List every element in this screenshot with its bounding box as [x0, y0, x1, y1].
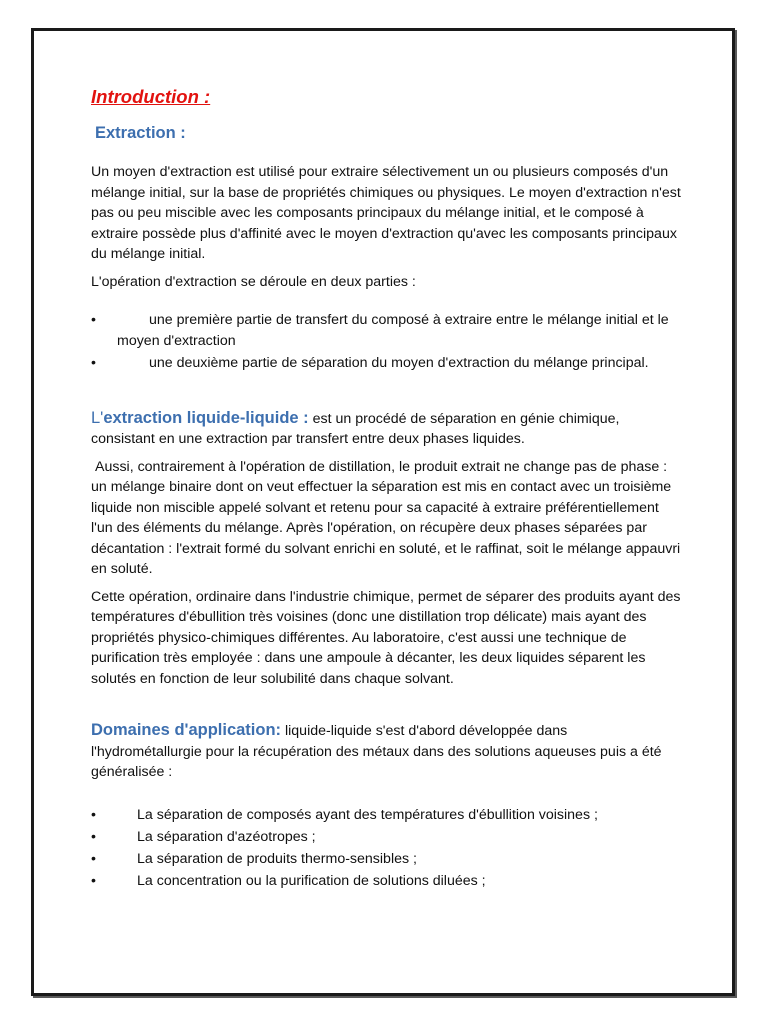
domaines-paragraph [91, 720, 681, 783]
extraction-steps-list [91, 310, 681, 374]
list-item-text: La séparation d'azéotropes ; [137, 828, 316, 845]
bullet-icon: • [91, 828, 96, 845]
bullet-icon: • [91, 355, 96, 371]
list-item [91, 804, 681, 826]
list-item [91, 848, 681, 870]
list-item [91, 310, 681, 351]
introduction-title: Introduction : [91, 86, 211, 107]
bullet-icon: • [91, 312, 96, 328]
list-item-text: La séparation de composés ayant des températures d'ébullition voisines ; [137, 806, 598, 823]
list-item [91, 826, 681, 848]
extraction-heading: Extraction : [95, 124, 186, 142]
liquide-liquide-paragraph [91, 408, 681, 450]
list-item [91, 870, 681, 892]
list-item-text: La séparation de produits thermo-sensibles ; [137, 850, 417, 867]
document-body [91, 86, 681, 892]
list-item-text: une deuxième partie de séparation du moyen d'extraction du mélange principal. [149, 355, 649, 371]
liquide-prefix: L' [91, 408, 104, 427]
domaines-text: liquide-liquide s'est d'abord développée dans l'hydrométallurgie pour la récupération des métaux dans des solutions aqueuses puis a été généralisée : [91, 723, 662, 780]
liquide-paragraph-3: Cette opération, ordinaire dans l'industrie chimique, permet de séparer des produits ayant des températures d'ébullition très voisines (donc une distillation trop délicate) mais ayant des propriétés physico-chimiques différentes. Au laboratoire, c'est aussi une technique de purification très employée : dans une ampoule à décanter, les deux liquides séparent les solutés en fonction de leur solubilité dans chaque solvant. [91, 588, 681, 687]
bullet-icon: • [91, 850, 96, 867]
extraction-paragraph-2: L'opération d'extraction se déroule en deux parties : [91, 273, 416, 290]
liquide-liquide-heading: extraction liquide-liquide : [103, 408, 309, 427]
list-item-text: une première partie de transfert du composé à extraire entre le mélange initial et le moyen d'extraction [117, 312, 669, 349]
liquide-liquide-text: est un procédé de séparation en génie chimique, consistant en une extraction par transfert entre deux phases liquides. [91, 410, 620, 447]
list-item [91, 353, 681, 374]
extraction-paragraph-1: Un moyen d'extraction est utilisé pour extraire sélectivement un ou plusieurs composés d'un mélange initial, sur la base de propriétés chimiques ou physiques. Le moyen d'extraction n'est pas ou peu miscible avec les composants principaux du mélange initial, et le composé à extraire possède plus d'affinité avec le moyen d'extraction qu'avec les composants principaux du mélange initial. [91, 164, 681, 262]
liquide-paragraph-2: Aussi, contrairement à l'opération de distillation, le produit extrait ne change pas de phase : un mélange binaire dont on veut effectuer la séparation est mis en contact avec un troisième liquide non miscible appelé solvant et retenu pour sa capacité à extraire préférentiellement l'un des éléments du mélange. Après l'opération, on récupère deux phases séparées par décantation : l'extrait formé du solvant enrichi en soluté, et le raffinat, soit le mélange appauvri en soluté. [91, 458, 681, 577]
bullet-icon: • [91, 872, 96, 889]
list-item-text: La concentration ou la purification de solutions diluées ; [137, 872, 486, 889]
domaines-heading: Domaines d'application: [91, 721, 282, 739]
applications-list [91, 804, 681, 892]
bullet-icon: • [91, 806, 96, 823]
